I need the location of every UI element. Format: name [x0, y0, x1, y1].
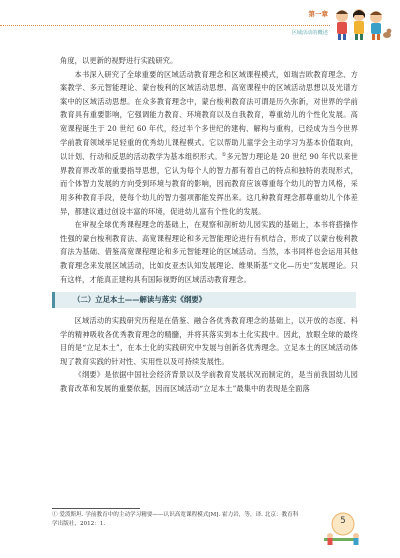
- main-text: [60, 54, 358, 396]
- header-chapter: 第一章: [308, 10, 328, 18]
- header-dotted-rule: [0, 25, 330, 26]
- footnote: ① 爱泼斯坦. 学前教育中的主动学习精要——认识高宽课程模式[M]. 霍力岩，等，译. 北京：教育科学出版社，2012：1.: [52, 512, 299, 527]
- footnote-rule: [52, 508, 140, 509]
- section-heading: （二）立足本土——解读与落实《纲要》: [52, 292, 356, 308]
- page-header: [0, 0, 400, 50]
- paragraph-4: 区域活动的实践研究历程是在借鉴、融合各优秀教育理念的基础上，以开放的态度、科学的精神吸收各优秀教育理念的精髓，并将其落实到本土化实践中。因此，放眼全球的最终目的是“立足本土”，在本土化的实践研究中发展与创新各优秀理念。立足本土的区域活动体现了教育实践的针对性、实用性以及可持续发展性。: [60, 316, 358, 366]
- header-subtitle: 区域活动的概述: [291, 30, 328, 36]
- paragraph-1: 角度，以更新的视野进行实践研究。: [60, 56, 178, 65]
- page-number: 5: [340, 516, 346, 526]
- paragraph-5: 《纲要》是依据中国社会经济背景以及学前教育发展状况而制定的，是当前我国幼儿园教育改革和发展的重要依据，因而区域活动“立足本土”最集中的表现是全面落: [60, 370, 358, 394]
- paragraph-2-continued: 多元智力理论是 20 世纪 90 年代以来世界教育界改革的重要指导思想，它认为每个人的智力都有着自己的特点和独特的表现形式，而个体智力发展的方向受到环境与教育的影响，因而教育应该尊重每个幼儿的智力风格，采用多种教育手段，使每个幼儿的智力强项都能发挥出来。这几种教育理念都尊重幼儿个体差异，都建议通过创设丰富的环境，促进幼儿富有个性化的发展。: [60, 152, 359, 216]
- footnote-marker[interactable]: ①: [221, 152, 227, 159]
- paragraph-3: 在审视全球优秀课程理念的基础上，在观察和剖析幼儿园实践的基础上，本书将搭操作性强的蒙台梭利教育法、高宽课程理论和多元智能理论进行有机结合，形成了以蒙台梭利教育法为基础、借鉴高宽课程理论和多元智能理论的区域活动。当然，本书同样也会运用其他教育理念来发展区域活动，比如皮亚杰认知发展理论、维果斯基“文化—历史”发展理论。只有这样，才能真正建构具有国际视野的区域活动教育理念。: [60, 220, 358, 284]
- children-illustration: [332, 6, 392, 42]
- paragraph-2: [60, 68, 358, 219]
- paragraph-2-text: 本书深入研究了全球重要的区域活动教育理念和区域课程模式，如瑞吉欧教育理念、方案教学、多元智能理论、蒙台梭利的区域活动思想、高宽课程中的区域活动思想以及光谱方案中的区域活动思想。在众多教育理念中，蒙台梭利教育法可谓是历久弥新，对世界的学前教育具有重要影响，它强调能力教育、环境教育以及自我教育，尊重幼儿的个性化发展。高宽课程诞生于 20 世纪 60 年代，经过半个多世纪的建构、解构与重构，已经成为当今世界学前教育领域举足轻重的优秀幼儿课程模式。它以帮助儿童学会主动学习为基本价值取向，以计划、行动和反思的活动教学为基本组织形式。: [60, 69, 358, 162]
